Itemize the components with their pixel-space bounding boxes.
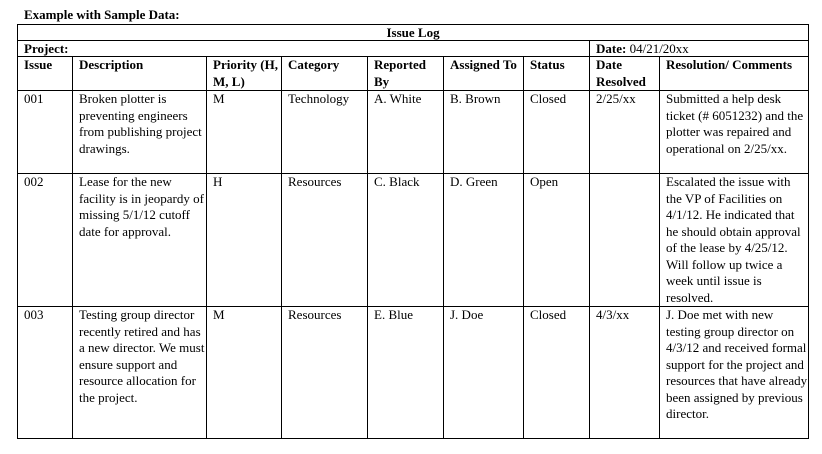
status-cell: Closed	[524, 307, 590, 439]
column-header-category: Category	[282, 57, 368, 91]
assigned-to-cell: D. Green	[444, 174, 524, 307]
priority-cell: M	[207, 91, 282, 174]
status-cell: Open	[524, 174, 590, 307]
status-cell: Closed	[524, 91, 590, 174]
column-header-reported-by: Reported By	[368, 57, 444, 91]
date-label: Date:	[596, 41, 627, 56]
date-resolved-cell: 4/3/xx	[590, 307, 660, 439]
category-cell: Resources	[282, 174, 368, 307]
table-title: Issue Log	[18, 25, 809, 41]
resolution-cell: Escalated the issue with the VP of Facilities on 4/1/12. He indicated that he should obtain approval of the lease by 4/25/12. Will follow up twice a week until issue is resolved.	[660, 174, 809, 307]
issue-number-cell: 001	[18, 91, 73, 174]
description-cell: Broken plotter is preventing engineers from publishing project drawings.	[73, 91, 207, 174]
resolution-cell: J. Doe met with new testing group director on 4/3/12 and received formal support for the project and resources that have already been assigned by previous director.	[660, 307, 809, 439]
column-header-assigned-to: Assigned To	[444, 57, 524, 91]
date-resolved-cell: 2/25/xx	[590, 91, 660, 174]
priority-cell: H	[207, 174, 282, 307]
column-header-priority: Priority (H, M, L)	[207, 57, 282, 91]
column-header-status: Status	[524, 57, 590, 91]
resolution-cell: Submitted a help desk ticket (# 6051232) and the plotter was repaired and operational on 2/25/xx.	[660, 91, 809, 174]
date-cell	[590, 41, 809, 57]
reported-by-cell: C. Black	[368, 174, 444, 307]
header-row	[18, 57, 809, 91]
date-resolved-cell	[590, 174, 660, 307]
category-cell: Resources	[282, 307, 368, 439]
issue-log-table	[17, 24, 809, 439]
issue-number-cell: 003	[18, 307, 73, 439]
assigned-to-cell: J. Doe	[444, 307, 524, 439]
column-header-issue: Issue	[18, 57, 73, 91]
category-cell: Technology	[282, 91, 368, 174]
document-heading: Example with Sample Data:	[24, 7, 180, 22]
date-value: 04/21/20xx	[629, 41, 689, 56]
project-cell	[18, 41, 590, 57]
priority-cell: M	[207, 307, 282, 439]
column-header-resolution: Resolution/ Comments	[660, 57, 809, 91]
table-row	[18, 174, 809, 307]
description-cell: Lease for the new facility is in jeopardy of missing 5/1/12 cutoff date for approval.	[73, 174, 207, 307]
column-header-description: Description	[73, 57, 207, 91]
assigned-to-cell: B. Brown	[444, 91, 524, 174]
table-row	[18, 307, 809, 439]
issue-number-cell: 002	[18, 174, 73, 307]
reported-by-cell: E. Blue	[368, 307, 444, 439]
project-label: Project:	[24, 41, 69, 56]
description-cell: Testing group director recently retired and has a new director. We must ensure support and resource allocation for the project.	[73, 307, 207, 439]
column-header-date-resolved: Date Resolved	[590, 57, 660, 91]
reported-by-cell: A. White	[368, 91, 444, 174]
table-row	[18, 91, 809, 174]
